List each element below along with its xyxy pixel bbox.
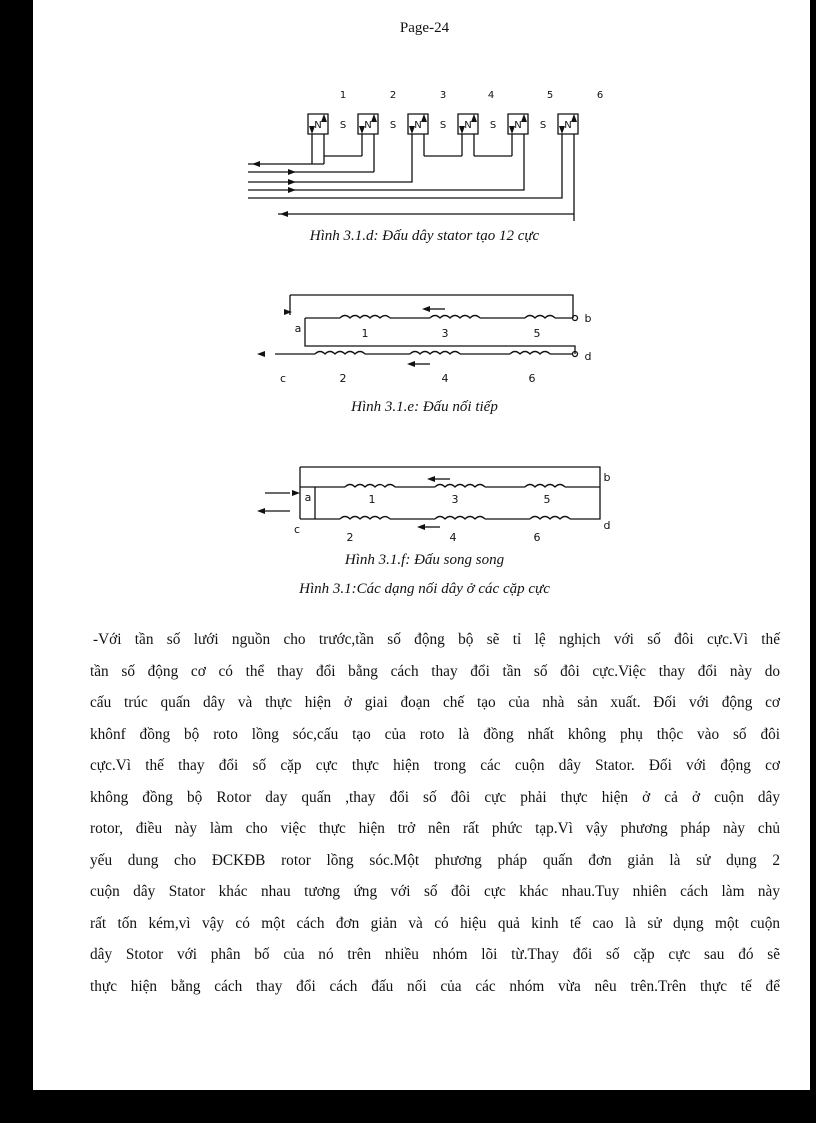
stator-wiring-diagram <box>248 86 618 221</box>
pole-label: S <box>389 120 397 131</box>
coil-number: 6 <box>533 531 541 544</box>
coil-number: 2 <box>339 372 347 385</box>
paragraph-line: cuộn dây Stator khác nhau tương ứng với số đôi cực khác nhau.Tuy nhiên cách làm này <box>90 883 780 900</box>
terminal-label: d <box>584 350 592 363</box>
paragraph-line: yếu dung cho ĐCKĐB rotor lồng sóc.Một phương pháp quấn đơn giản là sử dụng 2 <box>90 851 780 869</box>
coil-number: 3 <box>451 493 459 506</box>
figure-series-connection <box>255 292 595 390</box>
pole-label: N <box>414 120 422 131</box>
coil-number: 4 <box>487 90 495 101</box>
paragraph-line: thực hiện bằng cách thay đổi cách đấu nối của các nhóm vừa nêu trên.Trên thực tế để <box>90 977 780 995</box>
coil-number: 2 <box>346 531 354 544</box>
coil-number: 6 <box>528 372 536 385</box>
paragraph-line: rotor, điều này làm cho việc thực hiện trở nên rất phức tạp.Vì vậy phương pháp này chủ <box>90 820 780 837</box>
coil-number: 3 <box>441 327 449 340</box>
document-page <box>33 0 816 1090</box>
paragraph-line: không đồng bộ Rotor day quấn ,thay đổi số đôi cực phải thực hiện ở cả ở cuộn dây <box>90 788 780 806</box>
figure-caption-d: Hình 3.1.d: Đấu dây stator tạo 12 cực <box>309 228 540 244</box>
terminal-label: c <box>279 372 287 385</box>
pole-label: N <box>514 120 522 131</box>
page-header: Page-24 <box>399 20 450 36</box>
series-wiring-diagram <box>255 292 595 390</box>
terminal-label: c <box>293 523 301 536</box>
paragraph-line: -Với tần số lưới nguồn cho trước,tần số động bộ sẽ tỉ lệ nghịch với số đôi cực.Vì thế <box>93 631 780 648</box>
pole-label: S <box>489 120 497 131</box>
coil-number: 4 <box>441 372 449 385</box>
paragraph-line: rất tốn kém,vì vậy có một cách đơn giản và có hiệu quả kinh tế cao là sử dụng một cuộn <box>90 914 780 932</box>
coil-number: 3 <box>439 90 447 101</box>
pole-label: N <box>364 120 372 131</box>
paragraph-line: tần số động cơ có thể thay đổi bằng cách thay đổi tần số đôi cực.Việc thay đổi này do <box>90 662 780 680</box>
coil-number: 4 <box>449 531 457 544</box>
terminal-label: d <box>603 519 611 532</box>
coil-number: 5 <box>543 493 551 506</box>
pole-label: S <box>539 120 547 131</box>
coil-number: 6 <box>596 90 604 101</box>
coil-number: 1 <box>368 493 376 506</box>
pole-label: N <box>564 120 572 131</box>
terminal-label: a <box>294 322 302 335</box>
figure-group-caption: Hình 3.1:Các dạng nối dây ở các cặp cực <box>299 581 550 597</box>
terminal-label: b <box>584 312 592 325</box>
figure-caption-e: Hình 3.1.e: Đấu nối tiếp <box>351 399 498 415</box>
coil-number: 1 <box>361 327 369 340</box>
coil-number: 2 <box>389 90 397 101</box>
coil-number: 1 <box>339 90 347 101</box>
terminal-label: b <box>603 471 611 484</box>
pole-label: S <box>339 120 347 131</box>
terminal-label: a <box>304 491 312 504</box>
figure-parallel-connection <box>255 463 615 545</box>
body-paragraph <box>90 624 780 1002</box>
coil-number: 5 <box>533 327 541 340</box>
page-edge-shadow <box>810 0 816 1090</box>
pole-label: S <box>439 120 447 131</box>
pole-label: N <box>314 120 322 131</box>
figure-caption-f: Hình 3.1.f: Đấu song song <box>344 552 505 568</box>
parallel-wiring-diagram <box>255 463 615 545</box>
paragraph-line: dây Stotor với phân bố của nó trên nhiều nhóm lõi từ.Thay đổi số cặp cực sau đó sẽ <box>90 946 780 963</box>
figure-stator-12-poles <box>248 86 618 221</box>
pole-label: N <box>464 120 472 131</box>
paragraph-line: cực.Vì thế thay đổi số cặp cực thực hiện trong các cuộn dây Stator. Đối với động cơ <box>90 757 780 774</box>
paragraph-line: khônf đồng bộ roto lồng sóc,cấu tạo của roto là đồng nhất không phụ thộc vào số đôi <box>90 725 780 743</box>
coil-number: 5 <box>546 90 554 101</box>
paragraph-line: cấu trúc quấn dây và thực hiện ở giai đoạn chế tạo của nhà sản xuất. Đối với động cơ <box>90 694 780 711</box>
